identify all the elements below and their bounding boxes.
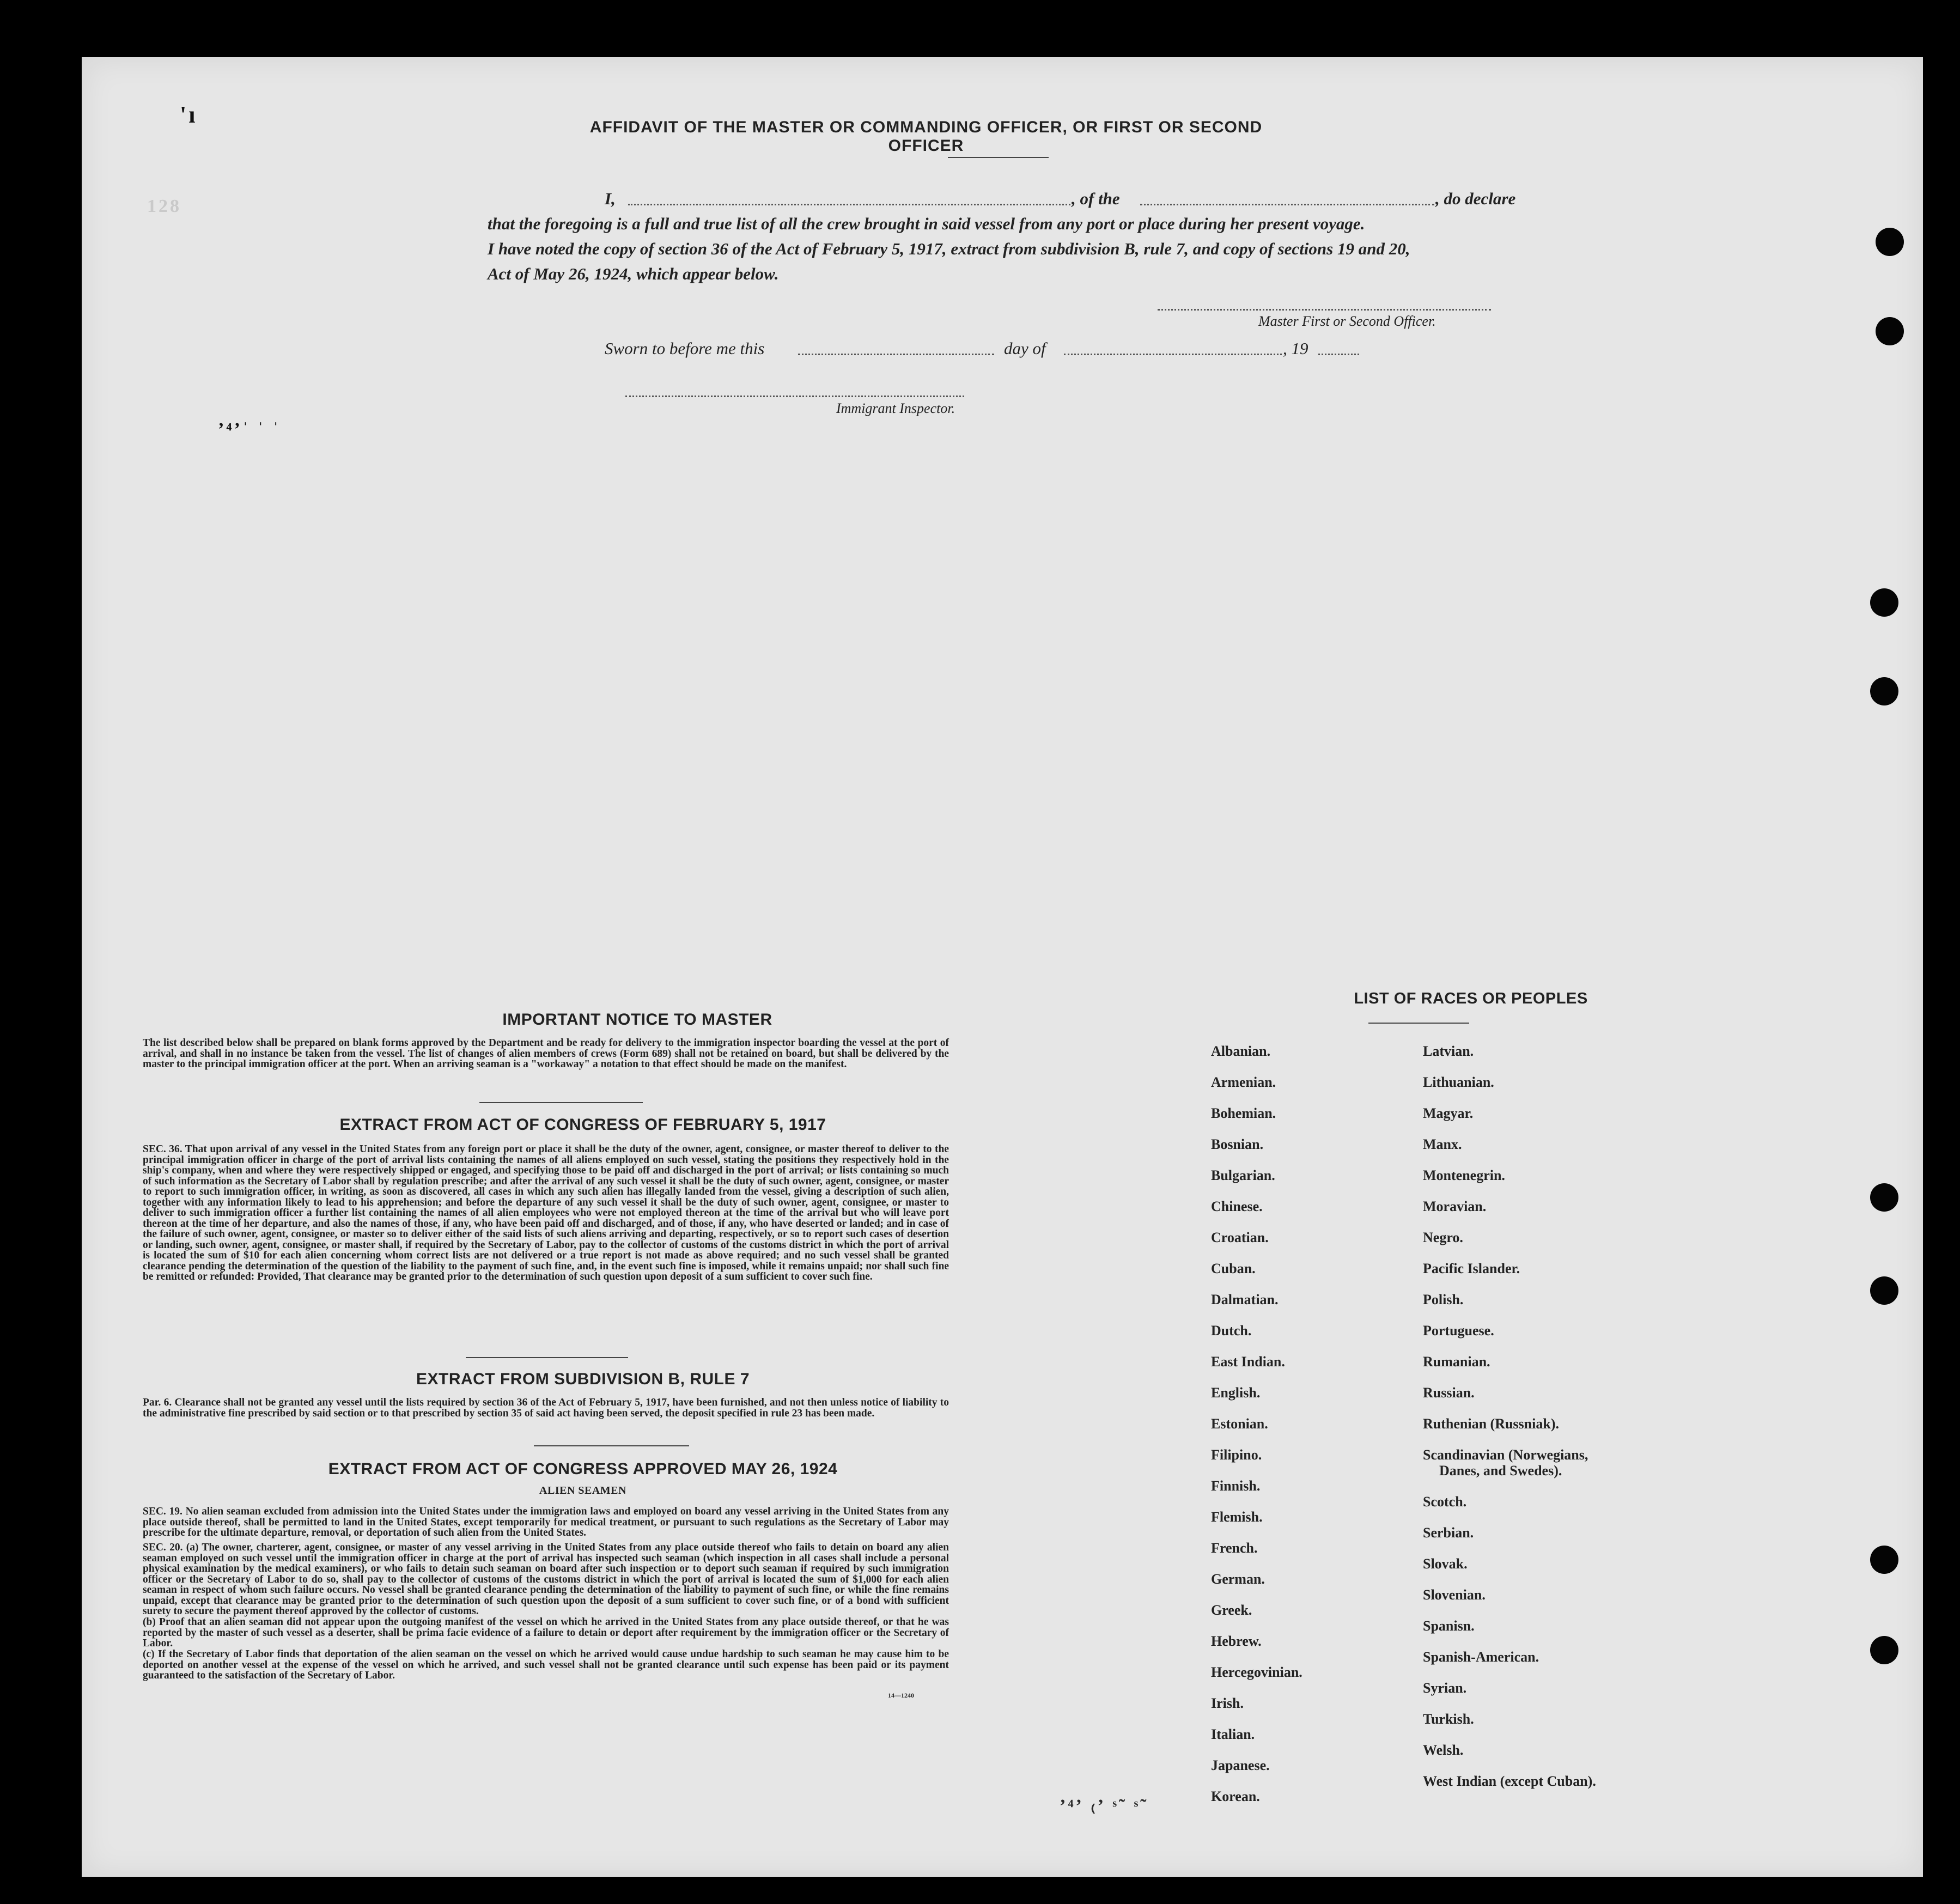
sec20a-text: SEC. 20. (a) The owner, charterer, agent, consignee, or master of any vessel arriving in the United States from any place outside thereof who fails to detain on board any alien seaman employed on such vessel until the immigration officer in charge at the port of arrival has inspected such seaman (which inspection in all cases shall include a personal physical examination by the medical examiners), or who fails to detain such seaman on board after such inspection or to deport such seaman if required by such immigration officer or the Secretary of Labor to do so, shall pay to the collector of customs of the customs district in which the port of arrival is located the sum of $1,000 for each alien seaman in respect of whom such failure occurs. No vessel shall be granted clearance pending the determination of the liability to payment of such fine, or while the fine remains unpaid, except that clearance may be granted prior to the determination of such question upon the deposit of a sum sufficient to cover such fine, or of a bond with sufficient surety to secure the payment thereof approved by the collector of customs. (143, 1542, 949, 1617)
ink-scribble-left: ʼ⁴ʼˈ ˈ ˈ (218, 419, 281, 440)
declaration-line-4: Act of May 26, 1924, which appear below. (488, 264, 779, 283)
race-item: Serbian. (1423, 1525, 1474, 1541)
sec20b-text: (b) Proof that an alien seaman did not appear upon the outgoing manifest of the vessel on which he arrived in the United States from any place outside thereof, or that he was reported by the master of such vessel as a deserter, shall be prima facie evidence of a failure to detain or deport after requirement by the immigration officer or the Secretary of Labor. (143, 1616, 949, 1649)
master-signature-blank[interactable] (1158, 309, 1491, 311)
race-item: Pacific Islander. (1423, 1261, 1520, 1276)
race-item: Slovak. (1423, 1556, 1468, 1572)
declaration-line-3: I have noted the copy of section 36 of the Act of February 5, 1917, extract from subdivision B, rule 7, and copy of sections 19 and 20, (488, 239, 1410, 258)
faded-page-number: 128 (147, 196, 181, 216)
race-item: Bohemian. (1211, 1105, 1276, 1121)
race-item: Estonian. (1211, 1416, 1268, 1432)
race-item: Scandinavian (Norwegians, (1423, 1447, 1588, 1463)
affidavit-title: AFFIDAVIT OF THE MASTER OR COMMANDING OFFICER, OR FIRST OR SECOND OFFICER (589, 118, 1263, 155)
punch-hole (1870, 1546, 1898, 1574)
punch-hole (1870, 677, 1898, 705)
race-item: English. (1211, 1385, 1261, 1401)
race-item: Chinese. (1211, 1199, 1263, 1214)
race-item: Portuguese. (1423, 1323, 1494, 1339)
extract-1917-divider (466, 1357, 628, 1358)
race-item: Finnish. (1211, 1478, 1261, 1494)
race-item: Danes, and Swedes). (1439, 1463, 1562, 1479)
punch-hole (1870, 1636, 1898, 1664)
punch-hole (1870, 1276, 1898, 1305)
extract-1924-title: EXTRACT FROM ACT OF CONGRESS APPROVED MAY 26, 1924 (328, 1460, 838, 1478)
race-item: Turkish. (1423, 1711, 1474, 1727)
races-title-underline (1368, 1023, 1469, 1024)
vessel-name-blank[interactable] (1140, 204, 1434, 205)
punch-hole (1876, 317, 1904, 345)
day-of-label: day of (1004, 339, 1046, 358)
race-item: Spanish-American. (1423, 1649, 1539, 1665)
race-item: Rumanian. (1423, 1354, 1490, 1370)
sec20c-text: (c) If the Secretary of Labor finds that deportation of the alien seaman on the vessel on which he arrived would cause undue hardship to such seaman he may cause him to be deported on another vessel at the expense of the vessel on which he arrived, and such vessel shall not be granted clearance until such expense has been paid or its payment guaranteed to the satisfaction of the Secretary of Labor. (143, 1648, 949, 1681)
race-item: Korean. (1211, 1789, 1260, 1804)
race-item: Ruthenian (Russniak). (1423, 1416, 1559, 1432)
race-item: Syrian. (1423, 1680, 1467, 1696)
race-item: Magyar. (1423, 1105, 1474, 1121)
race-item: Dutch. (1211, 1323, 1252, 1339)
race-item: Montenegrin. (1423, 1167, 1505, 1183)
race-item: Bulgarian. (1211, 1167, 1275, 1183)
form-page (82, 57, 1923, 1877)
rule7-title: EXTRACT FROM SUBDIVISION B, RULE 7 (416, 1370, 750, 1388)
race-item: Albanian. (1211, 1043, 1271, 1059)
sec19-text: SEC. 19. No alien seaman excluded from admission into the United States under the immigration laws and employed on board any vessel arriving in the United States from any place outside thereof, shall be permitted to land in the United States, except temporarily for medical treatment, or pursuant to such regulations as the Secretary of Labor may prescribe for the ultimate departure, removal, or deportation of such alien from the United States. (143, 1506, 949, 1538)
rule7-divider (534, 1445, 689, 1446)
race-item: Negro. (1423, 1230, 1463, 1245)
race-item: Hercegovinian. (1211, 1664, 1302, 1680)
declare-text: , do declare (1435, 189, 1516, 208)
rule7-text: Par. 6. Clearance shall not be granted any vessel until the lists required by section 36 of the Act of February 5, 1917, have been furnished, and not then unless notice of liability to the administrative fine prescribed by said section or to that prescribed by section 35 of said act having been served, the deposit specified in rule 23 has been made. (143, 1397, 949, 1419)
race-item: Slovenian. (1423, 1587, 1486, 1603)
race-item: Irish. (1211, 1695, 1244, 1711)
race-item: Spanisn. (1423, 1618, 1475, 1634)
punch-hole (1870, 1183, 1898, 1212)
race-item: German. (1211, 1571, 1265, 1587)
race-item: East Indian. (1211, 1354, 1285, 1370)
year-label: , 19 (1283, 339, 1308, 358)
extract-1917-title: EXTRACT FROM ACT OF CONGRESS OF FEBRUARY 5, 1917 (339, 1116, 826, 1134)
declaration-line-2: that the foregoing is a full and true list of all the crew brought in said vessel from any port or place during her present voyage. (488, 214, 1365, 233)
race-item: Japanese. (1211, 1757, 1270, 1773)
race-item: Hebrew. (1211, 1633, 1262, 1649)
notice-divider (479, 1102, 643, 1103)
race-item: Cuban. (1211, 1261, 1256, 1276)
punch-hole (1876, 228, 1904, 256)
inspector-signature-blank[interactable] (625, 396, 964, 397)
sworn-day-blank[interactable] (798, 354, 994, 355)
master-signature-label: Master First or Second Officer. (1258, 313, 1436, 329)
race-item: Armenian. (1211, 1074, 1276, 1090)
race-item: Bosnian. (1211, 1136, 1264, 1152)
declarant-label: I, (605, 189, 616, 208)
race-item: Manx. (1423, 1136, 1462, 1152)
notice-text: The list described below shall be prepared on blank forms approved by the Department and be ready for delivery to the immigration inspector boarding the vessel at the port of arrival, and shall in no instance be taken from the vessel. The list of changes of alien members of crews (Form 689) shall not be retained on board, but shall be delivered by the master to the principal immigration officer at the port. When an arriving seaman is a "workaway" a notation to that effect should be made on the manifest. (143, 1037, 949, 1070)
race-item: Lithuanian. (1423, 1074, 1494, 1090)
punch-hole (1870, 588, 1898, 617)
race-item: Flemish. (1211, 1509, 1263, 1525)
race-item: Croatian. (1211, 1230, 1269, 1245)
races-title: LIST OF RACES OR PEOPLES (1354, 990, 1588, 1007)
notice-title: IMPORTANT NOTICE TO MASTER (502, 1011, 772, 1029)
vessel-label: , of the (1072, 189, 1120, 208)
race-item: Dalmatian. (1211, 1292, 1279, 1307)
race-item: Welsh. (1423, 1742, 1464, 1758)
race-item: Russian. (1423, 1385, 1475, 1401)
ink-mark-top-left: 'ı (180, 101, 198, 128)
race-item: Latvian. (1423, 1043, 1474, 1059)
ink-scribble-bottom: ʼ⁴ʼ ₍ʼ ˢ˜ ˢ˜ (1060, 1796, 1149, 1816)
inspector-signature-label: Immigrant Inspector. (836, 400, 955, 416)
race-item: West Indian (except Cuban). (1423, 1773, 1596, 1789)
race-item: Polish. (1423, 1292, 1464, 1307)
form-number: 14—1240 (888, 1692, 914, 1699)
race-item: Moravian. (1423, 1199, 1487, 1214)
sworn-label: Sworn to before me this (605, 339, 765, 358)
alien-seamen-subtitle: ALIEN SEAMEN (539, 1485, 626, 1497)
sworn-month-blank[interactable] (1064, 354, 1282, 355)
title-underline (948, 157, 1049, 158)
sworn-year-blank[interactable] (1318, 354, 1359, 355)
race-item: Filipino. (1211, 1447, 1262, 1463)
extract-1917-text: SEC. 36. That upon arrival of any vessel in the United States from any foreign port or place it shall be the duty of the owner, agent, consignee, or master thereof to deliver to the principal immigration officer in charge of the port of arrival lists containing the names of all aliens employed on such vessel, stating the positions they respectively hold in the ship's company, when and where they were respectively shipped or engaged, and specifying those to be paid off and discharged in the port of arrival; or lists containing so much of such information as the Secretary of Labor shall by regulation prescribe; and after the arrival of any such vessel it shall be the duty of such owner, agent, consignee, or master to report to such immigration officer, in writing, as soon as discovered, all cases in which any such alien has illegally landed from the vessel, giving a description of such alien, together with any information likely to lead to his apprehension; and before the departure of any such vessel it shall be the duty of such owner, agent, consignee, or master to deliver to such immigration officer a further list containing the names of all alien employees who were not employed thereon at the time of the arrival but who will leave port thereon at the time of her departure, and also the names of those, if any, who have been paid off and discharged, and of those, if any, who have deserted or landed; and in case of the failure of such owner, agent, consignee, or master so to deliver either of the said lists of such aliens arriving and departing, respectively, or so to report such cases of desertion or landing, such owner, agent, consignee, or master shall, if required by the Secretary of Labor, pay to the collector of customs of the customs district in which the port of arrival is located the sum of $10 for each alien concerning whom correct lists are not delivered or a true report is not made as above required; and no such vessel shall be granted clearance pending the determination of the question of the liability to the payment of such fine, and, in the event such fine is imposed, while it remains unpaid; nor shall such fine be remitted or refunded: Provided, That clearance may be granted prior to the determination of such question upon deposit of a sum sufficient to cover such fine. (143, 1143, 949, 1282)
race-item: Italian. (1211, 1726, 1255, 1742)
race-item: Greek. (1211, 1602, 1252, 1618)
declarant-name-blank[interactable] (628, 204, 1070, 205)
race-item: Scotch. (1423, 1494, 1467, 1510)
race-item: French. (1211, 1540, 1258, 1556)
